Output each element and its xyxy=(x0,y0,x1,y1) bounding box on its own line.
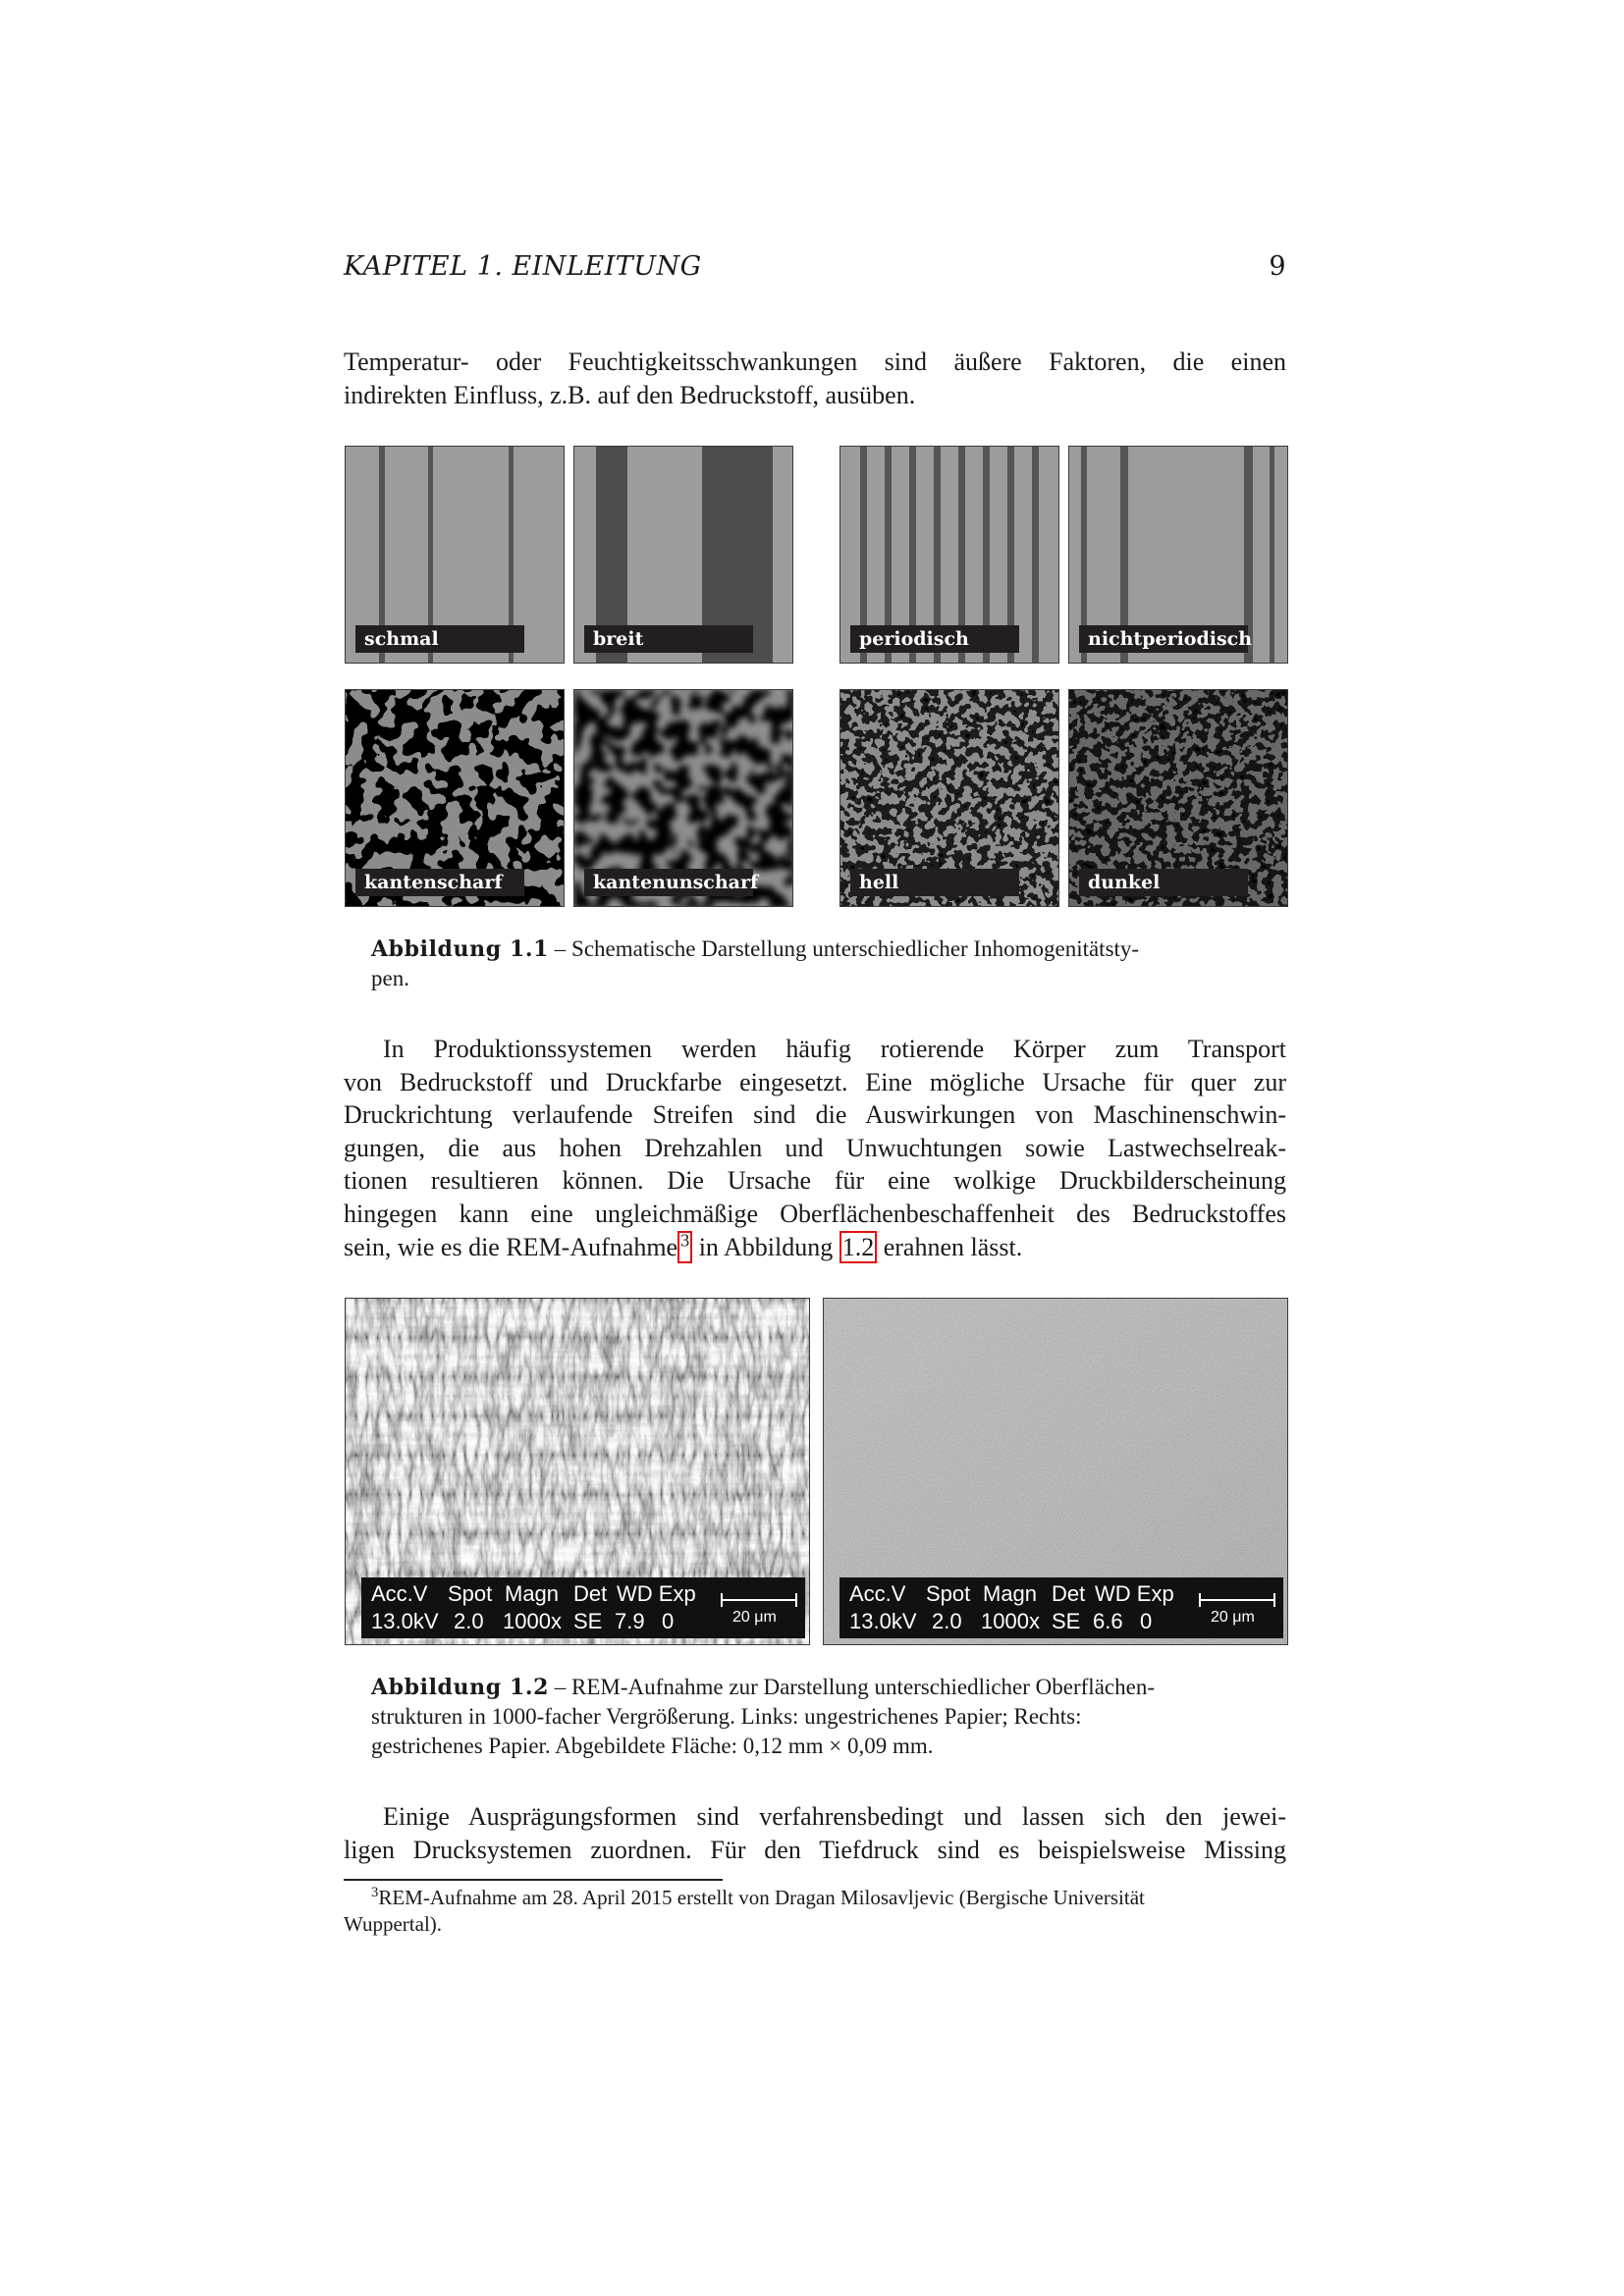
caption-text: strukturen in 1000-facher Vergrößerung. Links: ungestrichenes Papier; Rechts: xyxy=(371,1704,1082,1729)
sem-value: 6.6 xyxy=(1093,1609,1123,1633)
sem-value: 1000x xyxy=(981,1609,1040,1633)
figure-1-1-caption xyxy=(371,934,1267,993)
sem-header: Magn xyxy=(983,1581,1038,1606)
footnote-text: REM-Aufnahme am 28. April 2015 erstellt von Dragan Milosavljevic (Bergische Universität xyxy=(378,1886,1145,1909)
sem-header: WD Exp xyxy=(617,1581,696,1606)
caption-text: – REM-Aufnahme zur Darstellung unterschiedlicher Oberflächen- xyxy=(549,1675,1155,1699)
tile-kantenscharf xyxy=(345,689,565,907)
text-line: Einige Ausprägungsformen sind verfahrensbedingt und lassen sich den jewei- xyxy=(383,1802,1286,1831)
figure-ref-link[interactable]: 1.2 xyxy=(839,1231,878,1263)
tile-nichtperiodisch xyxy=(1068,446,1288,664)
sem-value: 2.0 xyxy=(932,1609,962,1633)
text-fragment: erahnen lässt. xyxy=(877,1232,1023,1261)
page-number: 9 xyxy=(1269,251,1286,282)
sem-value: SE xyxy=(573,1609,603,1633)
tile-dunkel xyxy=(1068,689,1288,907)
text-line: Temperatur- oder Feuchtigkeitsschwankungen sind äußere Faktoren, die einen xyxy=(344,347,1286,376)
text-line: von Bedruckstoff und Druckfarbe eingesetzt. Eine mögliche Ursache für quer zur xyxy=(344,1067,1286,1096)
tile-label: hell xyxy=(850,869,1019,896)
sem-databar xyxy=(361,1577,805,1638)
tile-label: dunkel xyxy=(1079,869,1248,896)
footnote-text: Wuppertal). xyxy=(344,1912,443,1936)
sem-databar xyxy=(839,1577,1283,1638)
text-line: indirekten Einfluss, z.B. auf den Bedruckstoff, ausüben. xyxy=(344,380,916,409)
sem-value: 7.9 xyxy=(615,1609,645,1633)
tile-label: nichtperiodisch xyxy=(1079,625,1248,653)
caption-text: pen. xyxy=(371,966,409,990)
sem-header: Acc.V xyxy=(371,1581,428,1606)
tile-breit xyxy=(573,446,793,664)
scale-label: 20 μm xyxy=(1211,1609,1255,1626)
paragraph-2 xyxy=(344,1033,1286,1263)
sem-value: 0 xyxy=(1140,1609,1153,1633)
tile-label: kantenscharf xyxy=(355,869,524,896)
scale-bar xyxy=(721,1591,799,1630)
paragraph-1 xyxy=(344,346,1286,411)
footnote-rule xyxy=(344,1879,723,1881)
caption-text: gestrichenes Papier. Abgebildete Fläche: 0,12 mm × 0,09 mm. xyxy=(371,1734,934,1758)
tile-schmal xyxy=(345,446,565,664)
caption-label: Abbildung 1.2 xyxy=(371,1675,550,1700)
caption-text: – Schematische Darstellung unterschiedlicher Inhomogenitätsty- xyxy=(549,936,1140,961)
tile-hell xyxy=(839,689,1059,907)
chapter-title: KAPITEL 1. EINLEITUNG xyxy=(344,251,702,282)
sem-header: Spot xyxy=(448,1581,493,1606)
sem-header: Det xyxy=(573,1581,608,1606)
text-fragment: in Abbildung xyxy=(692,1232,839,1261)
sem-value: 1000x xyxy=(503,1609,562,1633)
sem-image-coated xyxy=(823,1298,1288,1645)
footnote-mark: 3 xyxy=(371,1885,379,1900)
sem-value: 0 xyxy=(662,1609,675,1633)
tile-kantenunscharf xyxy=(573,689,793,907)
sem-value: SE xyxy=(1052,1609,1081,1633)
text-line: gungen, die aus hohen Drehzahlen und Unwuchtungen sowie Lastwechselreak- xyxy=(344,1133,1286,1162)
tile-label: schmal xyxy=(355,625,524,653)
text-line: In Produktionssystemen werden häufig rotierende Körper zum Transport xyxy=(383,1035,1286,1063)
text-fragment: sein, wie es die REM-Aufnahme xyxy=(344,1232,678,1261)
sem-header: Acc.V xyxy=(849,1581,906,1606)
sem-value: 13.0kV xyxy=(371,1609,439,1633)
text-line: hingegen kann eine ungleichmäßige Oberflächenbeschaffenheit des Bedruckstoffes xyxy=(344,1199,1286,1228)
footnote xyxy=(344,1885,1286,1938)
sem-header: WD Exp xyxy=(1095,1581,1174,1606)
text-line xyxy=(344,1231,1286,1264)
tile-periodisch xyxy=(839,446,1059,664)
figure-1-2-caption xyxy=(371,1673,1267,1761)
scale-bar xyxy=(1199,1591,1277,1630)
sem-header: Magn xyxy=(505,1581,560,1606)
sem-value: 13.0kV xyxy=(849,1609,917,1633)
caption-label: Abbildung 1.1 xyxy=(371,936,550,962)
running-header xyxy=(344,251,1286,287)
footnote-ref-link[interactable]: 3 xyxy=(677,1231,692,1263)
tile-label: breit xyxy=(584,625,753,653)
scale-label: 20 μm xyxy=(732,1609,777,1626)
text-line: Druckrichtung verlaufende Streifen sind die Auswirkungen von Maschinenschwin- xyxy=(344,1100,1286,1130)
sem-header: Det xyxy=(1052,1581,1086,1606)
sem-value: 2.0 xyxy=(454,1609,484,1633)
text-line: tionen resultieren können. Die Ursache für eine wolkige Druckbilderscheinung xyxy=(344,1166,1286,1196)
text-line: ligen Drucksystemen zuordnen. Für den Tiefdruck sind es beispielsweise Missing xyxy=(344,1835,1286,1864)
tile-label: periodisch xyxy=(850,625,1019,653)
sem-header: Spot xyxy=(926,1581,971,1606)
tile-label: kantenunscharf xyxy=(584,869,753,896)
sem-image-uncoated xyxy=(345,1298,810,1645)
paragraph-3 xyxy=(344,1800,1286,1866)
